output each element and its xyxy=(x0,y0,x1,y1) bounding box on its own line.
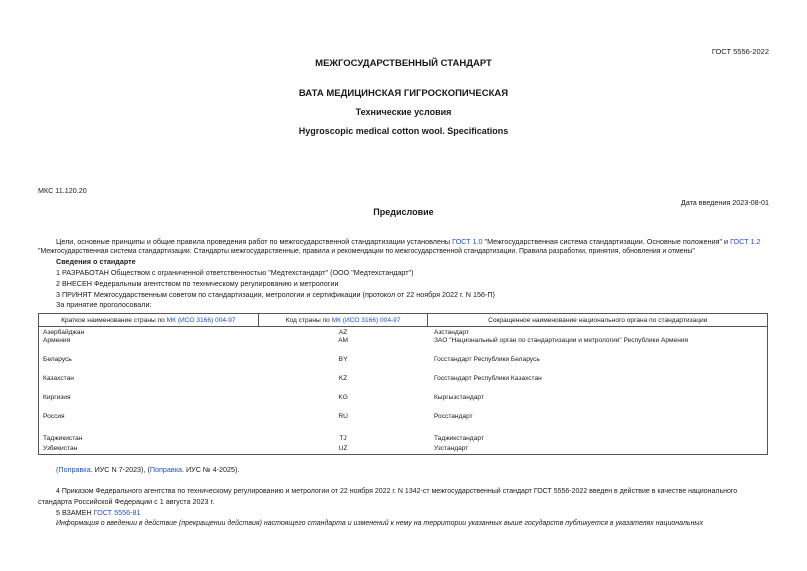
amendment-link-1[interactable]: Поправка xyxy=(58,465,91,474)
code-cell: BY xyxy=(338,355,348,363)
code-cell: AZ xyxy=(338,329,348,336)
country-cell: Киргизия xyxy=(43,393,71,401)
introduction-date: Дата введения 2023-08-01 xyxy=(680,198,769,207)
country-cell: Армения xyxy=(43,336,71,344)
table-header-row xyxy=(39,314,768,327)
item-3: 3 ПРИНЯТ Межгосударственным советом по стандартизации, метрологии и сертификации (протокол от 22 ноября 2022 г. N 156-П) xyxy=(56,290,495,299)
about-heading: Сведения о стандарте xyxy=(56,257,136,266)
header-text: Сокращенное наименование национального органа по стандартизации xyxy=(488,316,708,324)
table-row xyxy=(39,327,768,337)
intro-paragraph-line1 xyxy=(56,237,760,247)
amendments-line xyxy=(56,465,239,475)
country-cell: Беларусь xyxy=(43,355,72,363)
code-cell: AM xyxy=(338,336,349,344)
table-row xyxy=(39,435,768,445)
voted-for-label: За принятие проголосовали: xyxy=(56,300,152,309)
mks-code: МКС 11.120.20 xyxy=(38,186,87,195)
code-cell: TJ xyxy=(339,434,347,442)
table-row xyxy=(39,413,768,435)
body-cell: Таджикстандарт xyxy=(433,434,484,442)
item-2: 2 ВНЕСЕН Федеральным агентством по техническому регулированию и метрологии xyxy=(56,279,339,288)
gost-5556-81-link[interactable]: ГОСТ 5556-81 xyxy=(93,508,141,517)
gost-1-0-link[interactable]: ГОСТ 1.0 xyxy=(452,237,483,246)
table-row xyxy=(39,445,768,455)
document-title-en: Hygroscopic medical cotton wool. Specifications xyxy=(298,126,509,136)
table-row xyxy=(39,356,768,375)
item-1: 1 РАЗРАБОТАН Обществом с ограниченной ответственностью "Медтехстандарт" (ООО "Медтехстандарт") xyxy=(56,268,414,277)
body-cell: ЗАО "Национальный орган по стандартизации и метрологии" Республики Армения xyxy=(433,336,689,344)
code-cell: KG xyxy=(338,393,348,401)
item-5-text: 5 ВЗАМЕН xyxy=(56,508,94,517)
header-country xyxy=(39,314,259,327)
body-cell: Кыргызстандарт xyxy=(433,393,484,401)
standard-type: МЕЖГОСУДАРСТВЕННЫЙ СТАНДАРТ xyxy=(315,58,492,69)
code-cell: UZ xyxy=(338,444,348,452)
country-cell: Россия xyxy=(43,412,65,420)
item-5 xyxy=(56,508,140,518)
item-4-line2: стандарта Российской Федерации с 1 августа 2023 г. xyxy=(38,497,215,506)
code-cell: RU xyxy=(338,412,348,420)
body-cell: Госстандарт Республики Беларусь xyxy=(433,355,540,363)
table-row xyxy=(39,394,768,413)
table-row xyxy=(39,375,768,394)
code-cell: KZ xyxy=(338,374,348,382)
item-4-line1: 4 Приказом Федерального агентства по техническому регулированию и метрологии от 22 ноября 2022 г. N 1342-ст межгосударственный стандарт ГОСТ 5556-2022 введен в действие в качестве национального xyxy=(56,488,738,495)
header-text: Код страны по xyxy=(285,316,332,324)
amendment-link-2[interactable]: Поправка xyxy=(149,465,183,474)
body-cell: Узстандарт xyxy=(433,444,469,452)
header-text: Краткое наименование страны по xyxy=(61,316,167,324)
intro-text-2: "Межгосударственная система стандартизации. Основные положения" и xyxy=(482,237,731,246)
amend-paren: ( xyxy=(56,465,59,474)
gost-1-2-link[interactable]: ГОСТ 1.2 xyxy=(730,237,761,246)
header-body xyxy=(428,314,768,327)
country-cell: Таджикистан xyxy=(43,434,83,442)
countries-table xyxy=(38,313,768,455)
body-cell: Госстандарт Республики Казахстан xyxy=(433,374,542,382)
country-cell: Азербайджан xyxy=(43,329,85,336)
info-paragraph: Информация о введении в действие (прекращении действия) настоящего стандарта и изменений к нему на территории указанных выше государств публикуется в указателях национальных xyxy=(56,520,704,527)
body-cell: Росстандарт xyxy=(433,412,473,420)
amend-text-1: . ИУС N 7-2023), ( xyxy=(90,465,150,474)
intro-text: Цели, основные принципы и общие правила проведения работ по межгосударственной стандартизации установлены xyxy=(56,237,453,246)
table-row xyxy=(39,337,768,356)
document-title: ВАТА МЕДИЦИНСКАЯ ГИГРОСКОПИЧЕСКАЯ xyxy=(298,88,509,99)
country-cell: Казахстан xyxy=(43,374,74,382)
header-code xyxy=(258,314,428,327)
document-subtitle: Технические условия xyxy=(355,107,452,117)
document-code: ГОСТ 5556-2022 xyxy=(711,47,769,56)
intro-paragraph-line2: "Межгосударственная система стандартизации. Стандарты межгосударственные, правила и рекомендации по межгосударственной стандартизации. Правила разработки, принятия, обновления и отмены" xyxy=(38,248,695,255)
amend-text-2: . ИУС № 4-2025). xyxy=(182,465,240,474)
mk-iso-link[interactable]: МК (ИСО 3166) 004-97 xyxy=(166,316,236,324)
foreword-heading: Предисловие xyxy=(373,207,434,217)
country-cell: Узбекистан xyxy=(43,444,78,452)
body-cell: Азстандарт xyxy=(433,329,469,336)
mk-iso-link[interactable]: МК (ИСО 3166) 004-97 xyxy=(331,316,401,324)
